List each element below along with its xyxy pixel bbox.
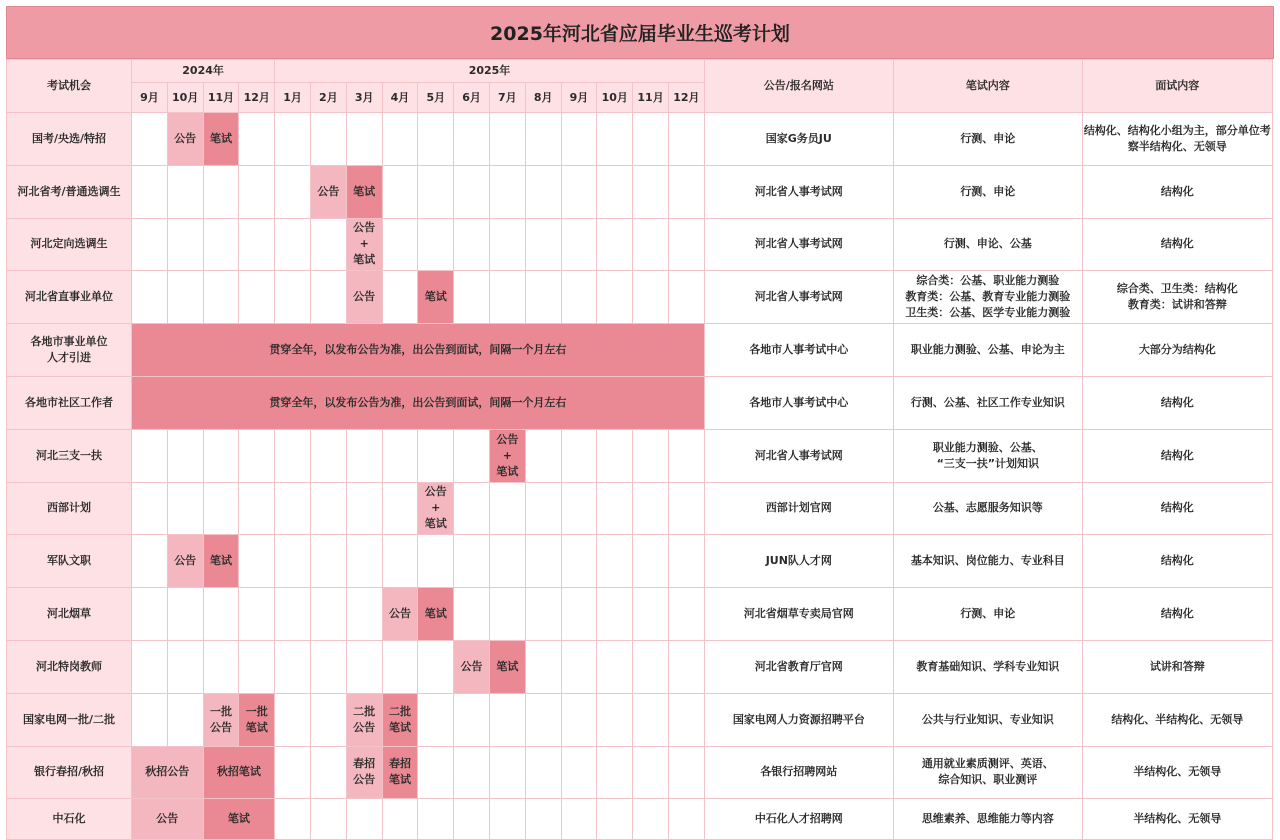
empty-month-cell [275, 113, 311, 166]
empty-month-cell [346, 799, 382, 840]
website-cell: 河北省烟草专卖局官网 [704, 588, 893, 641]
website-cell: 西部计划官网 [704, 482, 893, 535]
notice-cell: 秋招公告 [132, 746, 204, 799]
empty-month-cell [239, 218, 275, 271]
empty-month-cell [418, 165, 454, 218]
empty-month-cell [203, 482, 239, 535]
empty-month-cell [668, 429, 704, 482]
header-year-2024: 2024年 [132, 60, 275, 83]
empty-month-cell [132, 218, 168, 271]
notice-cell: 公告 [382, 588, 418, 641]
exam-cell: 笔试 [203, 535, 239, 588]
empty-month-cell [561, 535, 597, 588]
row-label: 各地市社区工作者 [7, 376, 132, 429]
empty-month-cell [310, 482, 346, 535]
notice-cell: 春招 公告 [346, 746, 382, 799]
empty-month-cell [525, 113, 561, 166]
empty-month-cell [167, 693, 203, 746]
empty-month-cell [633, 165, 669, 218]
interview-content-cell: 试讲和答辩 [1082, 640, 1272, 693]
empty-month-cell [525, 746, 561, 799]
empty-month-cell [382, 271, 418, 324]
notice-cell: 公告 [454, 640, 490, 693]
exam-cell: 笔试 [418, 588, 454, 641]
schedule-row [7, 746, 1273, 799]
written-content-cell: 教育基础知识、学科专业知识 [893, 640, 1082, 693]
exam-cell: 秋招笔试 [203, 746, 275, 799]
empty-month-cell [633, 640, 669, 693]
row-label: 河北特岗教师 [7, 640, 132, 693]
interview-content-cell: 结构化 [1082, 429, 1272, 482]
row-label: 各地市事业单位 人才引进 [7, 324, 132, 377]
empty-month-cell [203, 271, 239, 324]
empty-month-cell [239, 640, 275, 693]
empty-month-cell [275, 799, 311, 840]
empty-month-cell [346, 429, 382, 482]
empty-month-cell [167, 271, 203, 324]
interview-content-cell: 结构化 [1082, 165, 1272, 218]
empty-month-cell [275, 271, 311, 324]
empty-month-cell [525, 218, 561, 271]
empty-month-cell [418, 113, 454, 166]
empty-month-cell [597, 693, 633, 746]
written-content-cell: 行测、申论 [893, 113, 1082, 166]
written-content-cell: 通用就业素质测评、英语、 综合知识、职业测评 [893, 746, 1082, 799]
interview-content-cell: 结构化 [1082, 588, 1272, 641]
empty-month-cell [275, 429, 311, 482]
empty-month-cell [132, 640, 168, 693]
empty-month-cell [418, 218, 454, 271]
empty-month-cell [132, 429, 168, 482]
month-header: 3月 [346, 83, 382, 113]
empty-month-cell [454, 693, 490, 746]
empty-month-cell [310, 271, 346, 324]
empty-month-cell [489, 218, 525, 271]
website-cell: 各地市人事考试中心 [704, 376, 893, 429]
empty-month-cell [668, 482, 704, 535]
schedule-row [7, 113, 1273, 166]
empty-month-cell [525, 271, 561, 324]
website-cell: 河北省人事考试网 [704, 165, 893, 218]
empty-month-cell [382, 482, 418, 535]
empty-month-cell [597, 429, 633, 482]
exam-cell: 二批 笔试 [382, 693, 418, 746]
empty-month-cell [346, 640, 382, 693]
empty-month-cell [489, 588, 525, 641]
empty-month-cell [203, 640, 239, 693]
written-content-cell: 思维素养、思维能力等内容 [893, 799, 1082, 840]
empty-month-cell [597, 482, 633, 535]
empty-month-cell [668, 746, 704, 799]
empty-month-cell [633, 746, 669, 799]
notice-cell: 公告 [167, 535, 203, 588]
empty-month-cell [167, 165, 203, 218]
empty-month-cell [633, 693, 669, 746]
empty-month-cell [668, 165, 704, 218]
row-label: 河北定向选调生 [7, 218, 132, 271]
empty-month-cell [275, 746, 311, 799]
interview-content-cell: 结构化、结构化小组为主，部分单位考察半结构化、无领导 [1082, 113, 1272, 166]
notice-cell: 公告 [346, 271, 382, 324]
empty-month-cell [525, 429, 561, 482]
empty-month-cell [561, 113, 597, 166]
empty-month-cell [525, 799, 561, 840]
interview-content-cell: 结构化 [1082, 535, 1272, 588]
empty-month-cell [633, 113, 669, 166]
empty-month-cell [132, 271, 168, 324]
schedule-row [7, 535, 1273, 588]
empty-month-cell [597, 218, 633, 271]
empty-month-cell [489, 693, 525, 746]
notice-cell: 二批 公告 [346, 693, 382, 746]
empty-month-cell [633, 799, 669, 840]
empty-month-cell [310, 429, 346, 482]
website-cell: 河北省人事考试网 [704, 429, 893, 482]
empty-month-cell [310, 693, 346, 746]
empty-month-cell [418, 799, 454, 840]
exam-cell: 笔试 [346, 165, 382, 218]
month-header: 4月 [382, 83, 418, 113]
row-label: 河北三支一扶 [7, 429, 132, 482]
empty-month-cell [597, 588, 633, 641]
empty-month-cell [418, 429, 454, 482]
website-cell: 各银行招聘网站 [704, 746, 893, 799]
empty-month-cell [597, 271, 633, 324]
empty-month-cell [310, 113, 346, 166]
empty-month-cell [275, 165, 311, 218]
empty-month-cell [418, 693, 454, 746]
empty-month-cell [525, 693, 561, 746]
empty-month-cell [489, 746, 525, 799]
empty-month-cell [167, 429, 203, 482]
empty-month-cell [239, 113, 275, 166]
empty-month-cell [489, 799, 525, 840]
empty-month-cell [275, 588, 311, 641]
empty-month-cell [275, 640, 311, 693]
empty-month-cell [132, 165, 168, 218]
empty-month-cell [275, 535, 311, 588]
exam-schedule-table [6, 59, 1273, 840]
month-header: 9月 [561, 83, 597, 113]
row-label: 河北省直事业单位 [7, 271, 132, 324]
empty-month-cell [310, 588, 346, 641]
month-header: 11月 [203, 83, 239, 113]
empty-month-cell [633, 482, 669, 535]
interview-content-cell: 综合类、卫生类：结构化 教育类：试讲和答辩 [1082, 271, 1272, 324]
empty-month-cell [561, 693, 597, 746]
website-cell: 河北省人事考试网 [704, 271, 893, 324]
page-title: 2025年河北省应届毕业生巡考计划 [6, 6, 1274, 59]
empty-month-cell [454, 482, 490, 535]
empty-month-cell [454, 271, 490, 324]
written-content-cell: 职业能力测验、公基、 “三支一扶”计划知识 [893, 429, 1082, 482]
schedule-row [7, 165, 1273, 218]
empty-month-cell [346, 535, 382, 588]
empty-month-cell [561, 165, 597, 218]
empty-month-cell [418, 746, 454, 799]
empty-month-cell [597, 165, 633, 218]
empty-month-cell [525, 165, 561, 218]
notice-cell: 一批 公告 [203, 693, 239, 746]
exam-cell: 一批 笔试 [239, 693, 275, 746]
row-label: 西部计划 [7, 482, 132, 535]
row-label: 国考/央选/特招 [7, 113, 132, 166]
written-content-cell: 行测、申论 [893, 165, 1082, 218]
row-label: 河北省考/普通选调生 [7, 165, 132, 218]
month-header: 6月 [454, 83, 490, 113]
empty-month-cell [239, 271, 275, 324]
header-year-row [7, 60, 1273, 83]
written-content-cell: 基本知识、岗位能力、专业科目 [893, 535, 1082, 588]
empty-month-cell [132, 693, 168, 746]
timeline-band: 贯穿全年，以发布公告为准，出公告到面试，间隔一个月左右 [132, 376, 705, 429]
website-cell: 国家电网人力资源招聘平台 [704, 693, 893, 746]
empty-month-cell [382, 799, 418, 840]
month-header: 11月 [633, 83, 669, 113]
row-label: 中石化 [7, 799, 132, 840]
empty-month-cell [239, 482, 275, 535]
empty-month-cell [597, 640, 633, 693]
empty-month-cell [203, 588, 239, 641]
empty-month-cell [633, 429, 669, 482]
empty-month-cell [489, 482, 525, 535]
empty-month-cell [382, 640, 418, 693]
empty-month-cell [203, 429, 239, 482]
exam-cell: 春招 笔试 [382, 746, 418, 799]
empty-month-cell [668, 588, 704, 641]
empty-month-cell [418, 640, 454, 693]
schedule-row [7, 218, 1273, 271]
month-header: 12月 [239, 83, 275, 113]
empty-month-cell [668, 799, 704, 840]
written-content-cell: 职业能力测验、公基、申论为主 [893, 324, 1082, 377]
empty-month-cell [454, 535, 490, 588]
header-opportunity: 考试机会 [7, 60, 132, 113]
empty-month-cell [633, 588, 669, 641]
empty-month-cell [633, 535, 669, 588]
exam-cell: 笔试 [203, 113, 239, 166]
empty-month-cell [525, 588, 561, 641]
month-header: 5月 [418, 83, 454, 113]
written-content-cell: 行测、公基、社区工作专业知识 [893, 376, 1082, 429]
row-label: 国家电网一批/二批 [7, 693, 132, 746]
written-content-cell: 公基、志愿服务知识等 [893, 482, 1082, 535]
empty-month-cell [633, 271, 669, 324]
empty-month-cell [454, 746, 490, 799]
month-header: 10月 [167, 83, 203, 113]
empty-month-cell [525, 535, 561, 588]
empty-month-cell [561, 218, 597, 271]
empty-month-cell [346, 482, 382, 535]
empty-month-cell [668, 535, 704, 588]
interview-content-cell: 结构化 [1082, 218, 1272, 271]
empty-month-cell [489, 535, 525, 588]
website-cell: 各地市人事考试中心 [704, 324, 893, 377]
schedule-row [7, 324, 1273, 377]
header-interview: 面试内容 [1082, 60, 1272, 113]
empty-month-cell [525, 482, 561, 535]
header-written: 笔试内容 [893, 60, 1082, 113]
empty-month-cell [275, 693, 311, 746]
empty-month-cell [239, 165, 275, 218]
exam-cell: 公告 + 笔试 [489, 429, 525, 482]
empty-month-cell [382, 165, 418, 218]
empty-month-cell [167, 218, 203, 271]
empty-month-cell [310, 535, 346, 588]
empty-month-cell [454, 588, 490, 641]
interview-content-cell: 结构化、半结构化、无领导 [1082, 693, 1272, 746]
exam-cell: 笔试 [418, 271, 454, 324]
website-cell: 中石化人才招聘网 [704, 799, 893, 840]
notice-cell: 公告 [132, 799, 204, 840]
schedule-row [7, 376, 1273, 429]
written-content-cell: 行测、申论、公基 [893, 218, 1082, 271]
month-header: 7月 [489, 83, 525, 113]
schedule-row [7, 588, 1273, 641]
schedule-row [7, 693, 1273, 746]
empty-month-cell [454, 218, 490, 271]
empty-month-cell [633, 218, 669, 271]
empty-month-cell [668, 693, 704, 746]
empty-month-cell [454, 113, 490, 166]
empty-month-cell [132, 535, 168, 588]
notice-cell: 公告 + 笔试 [346, 218, 382, 271]
empty-month-cell [310, 799, 346, 840]
empty-month-cell [346, 113, 382, 166]
empty-month-cell [561, 799, 597, 840]
empty-month-cell [561, 640, 597, 693]
header-website: 公告/报名网站 [704, 60, 893, 113]
timeline-band: 贯穿全年，以发布公告为准，出公告到面试，间隔一个月左右 [132, 324, 705, 377]
empty-month-cell [668, 113, 704, 166]
written-content-cell: 综合类：公基、职业能力测验 教育类：公基、教育专业能力测验 卫生类：公基、医学专业能力测验 [893, 271, 1082, 324]
notice-cell: 公告 [310, 165, 346, 218]
empty-month-cell [239, 588, 275, 641]
empty-month-cell [561, 588, 597, 641]
empty-month-cell [346, 588, 382, 641]
schedule-row [7, 271, 1273, 324]
empty-month-cell [239, 535, 275, 588]
empty-month-cell [561, 429, 597, 482]
schedule-row [7, 429, 1273, 482]
empty-month-cell [382, 429, 418, 482]
empty-month-cell [489, 113, 525, 166]
exam-cell: 笔试 [203, 799, 275, 840]
empty-month-cell [489, 271, 525, 324]
row-label: 河北烟草 [7, 588, 132, 641]
written-content-cell: 行测、申论 [893, 588, 1082, 641]
empty-month-cell [167, 640, 203, 693]
row-label: 军队文职 [7, 535, 132, 588]
empty-month-cell [382, 218, 418, 271]
website-cell: 河北省人事考试网 [704, 218, 893, 271]
empty-month-cell [203, 218, 239, 271]
written-content-cell: 公共与行业知识、专业知识 [893, 693, 1082, 746]
interview-content-cell: 结构化 [1082, 482, 1272, 535]
interview-content-cell: 结构化 [1082, 376, 1272, 429]
empty-month-cell [668, 271, 704, 324]
empty-month-cell [597, 746, 633, 799]
empty-month-cell [167, 482, 203, 535]
empty-month-cell [310, 640, 346, 693]
month-header: 12月 [668, 83, 704, 113]
empty-month-cell [275, 482, 311, 535]
schedule-row [7, 640, 1273, 693]
month-header: 2月 [310, 83, 346, 113]
empty-month-cell [597, 799, 633, 840]
empty-month-cell [489, 165, 525, 218]
exam-cell: 笔试 [489, 640, 525, 693]
empty-month-cell [668, 218, 704, 271]
website-cell: 国家G务员JU [704, 113, 893, 166]
interview-content-cell: 半结构化、无领导 [1082, 799, 1272, 840]
empty-month-cell [525, 640, 561, 693]
interview-content-cell: 大部分为结构化 [1082, 324, 1272, 377]
empty-month-cell [561, 271, 597, 324]
website-cell: JUN队人才网 [704, 535, 893, 588]
empty-month-cell [668, 640, 704, 693]
empty-month-cell [382, 113, 418, 166]
empty-month-cell [132, 588, 168, 641]
empty-month-cell [454, 429, 490, 482]
month-header: 1月 [275, 83, 311, 113]
empty-month-cell [310, 746, 346, 799]
empty-month-cell [418, 535, 454, 588]
empty-month-cell [132, 113, 168, 166]
empty-month-cell [310, 218, 346, 271]
month-header: 9月 [132, 83, 168, 113]
website-cell: 河北省教育厅官网 [704, 640, 893, 693]
header-year-2025: 2025年 [275, 60, 705, 83]
row-label: 银行春招/秋招 [7, 746, 132, 799]
empty-month-cell [454, 799, 490, 840]
empty-month-cell [597, 113, 633, 166]
empty-month-cell [132, 482, 168, 535]
notice-cell: 公告 [167, 113, 203, 166]
month-header: 10月 [597, 83, 633, 113]
empty-month-cell [561, 746, 597, 799]
empty-month-cell [167, 588, 203, 641]
interview-content-cell: 半结构化、无领导 [1082, 746, 1272, 799]
empty-month-cell [382, 535, 418, 588]
empty-month-cell [275, 218, 311, 271]
empty-month-cell [239, 429, 275, 482]
empty-month-cell [203, 165, 239, 218]
schedule-row [7, 799, 1273, 840]
empty-month-cell [454, 165, 490, 218]
empty-month-cell [561, 482, 597, 535]
empty-month-cell [597, 535, 633, 588]
notice-cell: 公告 + 笔试 [418, 482, 454, 535]
month-header: 8月 [525, 83, 561, 113]
schedule-row [7, 482, 1273, 535]
